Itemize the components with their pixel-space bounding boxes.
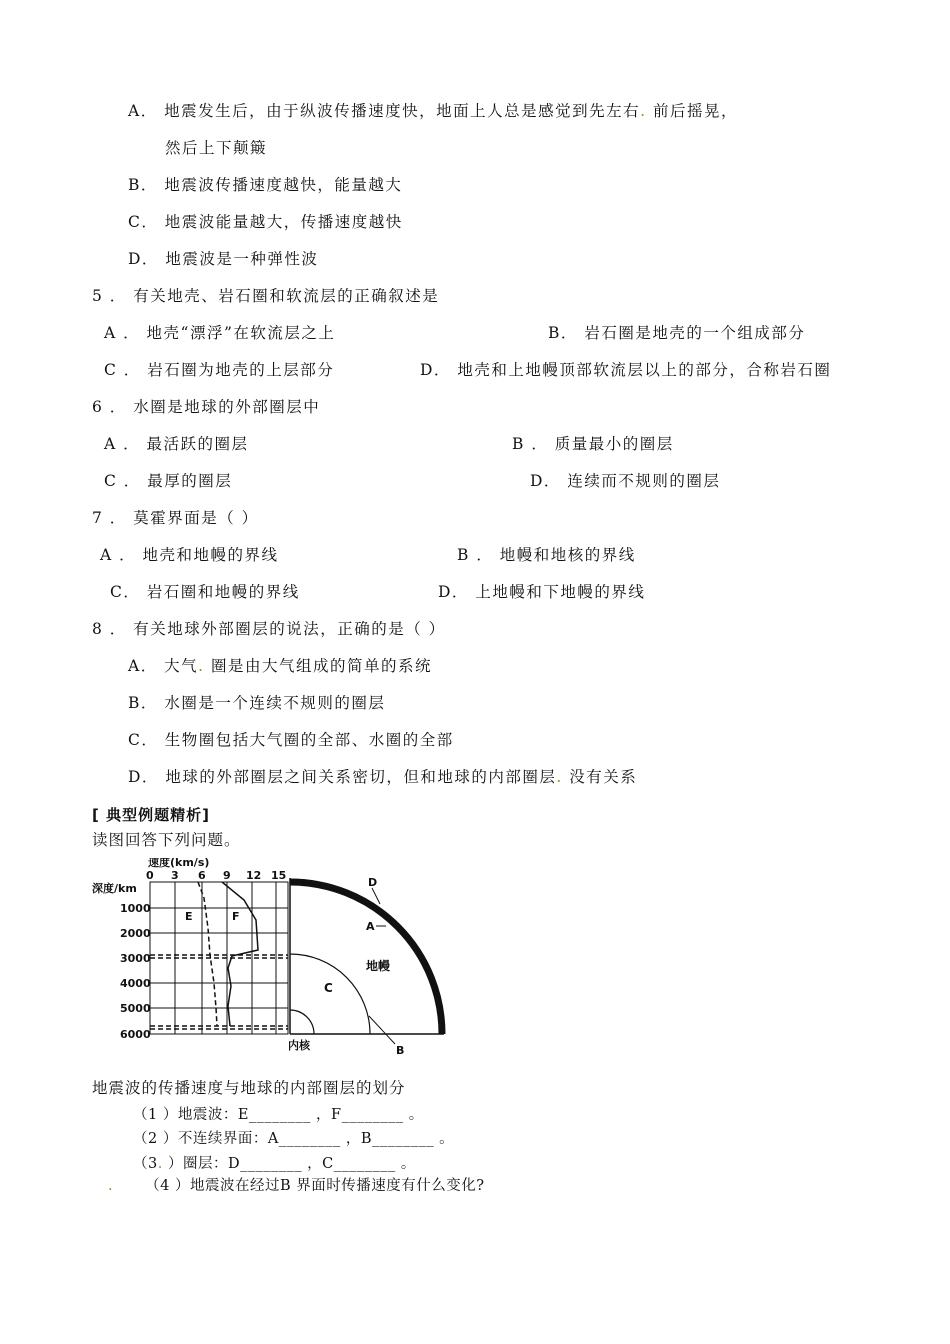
depth-tick: 5000 [120,1002,151,1015]
q7-option-c: C． 岩石圈和地幔的界线 [110,583,300,601]
section-heading: [ 典型例题精析] [92,806,210,824]
seismic-wave-diagram [92,858,452,1058]
earth-interior-figure [92,858,452,1058]
label-e: E [185,910,193,923]
figure-caption: 地震波的传播速度与地球的内部圈层的划分 [92,1079,406,1097]
stray-dot: . [556,768,563,786]
inner-core-boundary [290,1010,314,1034]
q6-option-b: B ． 质量最小的圈层 [512,435,674,453]
sub-question-3: （3. ）圈层：D________ ，C________ 。 [133,1156,416,1172]
leader-b [369,1016,395,1044]
speed-tick: 15 [271,869,287,882]
depth-tick: 3000 [120,952,151,965]
speed-tick: 9 [223,869,231,882]
q8-stem: 8 ． 有关地球外部圈层的说法，正确的是（ ） [92,620,446,638]
q7-option-d: D． 上地幔和下地幔的界线 [438,583,646,601]
sub-question-1: （1 ）地震波：E________ ，F________ 。 [133,1107,424,1123]
crust-arc [290,882,442,1034]
speed-tick: 3 [171,869,179,882]
section-intro: 读图回答下列问题。 [92,831,241,849]
label-b: B [396,1044,405,1057]
stray-dot: . [157,1156,163,1172]
q8-option-b: B． 水圈是一个连续不规则的圈层 [128,694,386,712]
q6-option-d: D． 连续而不规则的圈层 [530,472,721,490]
depth-tick: 1000 [120,902,151,915]
stray-dot: . [108,1178,114,1194]
stray-dot: . [640,102,647,120]
label-f: F [232,910,240,923]
q8-option-a: A． 大气. 圈是由大气组成的简单的系统 [128,657,432,675]
sub-question-4: . （4 ）地震波在经过B 界面时传播速度有什么变化? [108,1178,485,1194]
depth-tick: 4000 [120,977,151,990]
q5-option-d: D． 地壳和上地幔顶部软流层以上的部分，合称岩石圈 [420,361,832,379]
label-inner-core: 内核 [288,1039,310,1052]
q5-option-a: A ． 地壳“漂浮”在软流层之上 [104,324,336,342]
q4-option-b: B． 地震波传播速度越快，能量越大 [128,176,403,194]
q5-stem: 5 ． 有关地壳、岩石圈和软流层的正确叙述是 [92,287,440,305]
q4-option-a: A． 地震发生后，由于纵波传播速度快，地面上人总是感觉到先左右. 前后摇晃， [128,102,738,120]
speed-tick: 12 [246,869,262,882]
q6-stem: 6 ． 水圈是地球的外部圈层中 [92,398,321,416]
q7-option-a: A ． 地壳和地幔的界线 [100,546,279,564]
q4-option-a-cont: 然后上下颠簸 [165,139,268,157]
speed-tick: 0 [146,869,154,882]
s-wave-curve [198,882,217,1026]
q6-option-a: A ． 最活跃的圈层 [104,435,249,453]
stray-dot: . [198,657,205,675]
sub-question-2: （2 ）不连续界面：A________ ，B________ 。 [133,1131,455,1147]
q8-option-d: D． 地球的外部圈层之间关系密切，但和地球的内部圈层. 没有关系 [128,768,638,786]
q5-option-c: C ． 岩石圈为地壳的上层部分 [104,361,335,379]
depth-tick: 6000 [120,1028,151,1041]
label-a: A [366,920,375,933]
q4-option-c: C． 地震波能量越大，传播速度越快 [128,213,403,231]
speed-axis-label: 速度(km/s) [148,858,210,869]
q6-option-c: C ． 最厚的圈层 [104,472,233,490]
q8-option-c: C． 生物圈包括大气圈的全部、水圈的全部 [128,731,454,749]
speed-tick: 6 [198,869,206,882]
q7-option-b: B ． 地幔和地核的界线 [457,546,636,564]
q5-option-b: B． 岩石圈是地壳的一个组成部分 [548,324,806,342]
q7-stem: 7 ． 莫霍界面是（ ） [92,509,259,527]
label-mantle: 地幔 [366,959,391,973]
depth-tick: 2000 [120,927,151,940]
leader-d [372,888,380,904]
q4-option-d: D． 地震波是一种弹性波 [128,250,319,268]
depth-axis-label: 深度/km [92,882,137,895]
label-c: C [324,981,333,995]
chart-grid [150,882,288,1034]
label-d: D [368,876,378,889]
